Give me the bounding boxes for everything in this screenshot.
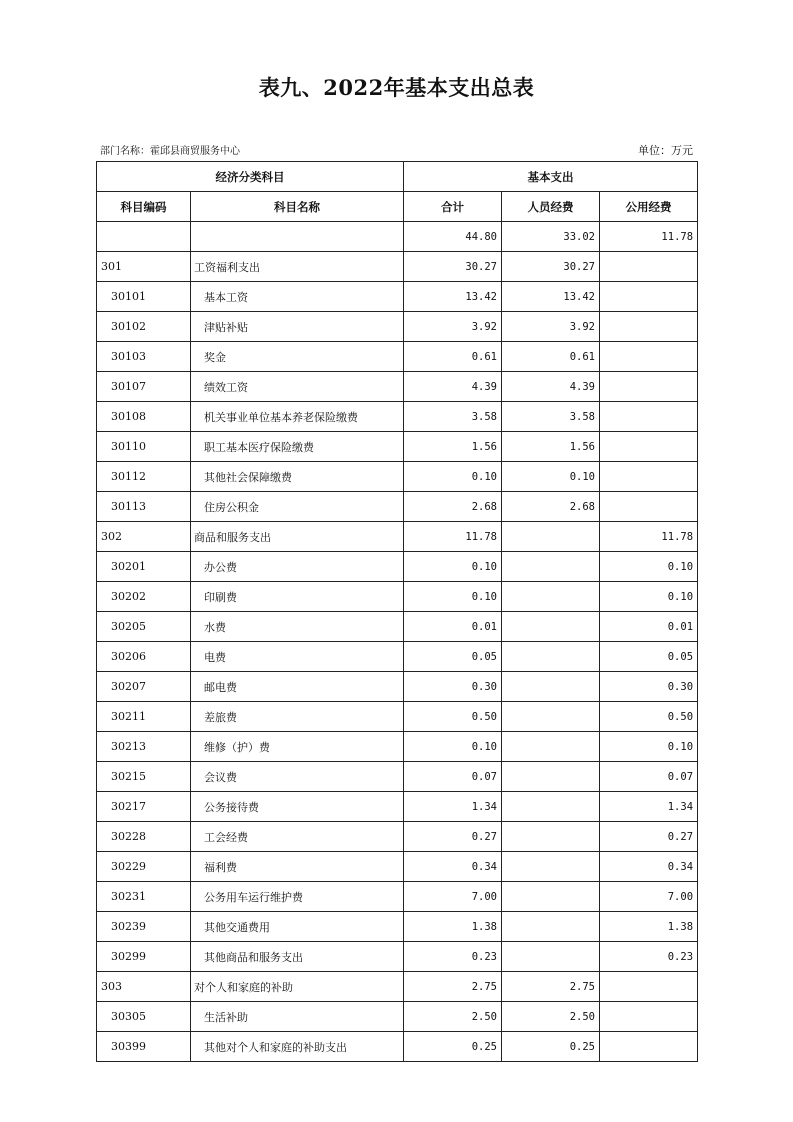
row-public-cell: 0.50 — [600, 702, 698, 732]
row-name-cell: 其他社会保障缴费 — [191, 462, 404, 492]
row-code-cell: 30102 — [97, 312, 191, 342]
row-total-cell: 0.50 — [404, 702, 502, 732]
row-personnel-cell — [502, 792, 600, 822]
row-total-cell: 0.10 — [404, 462, 502, 492]
table-row — [97, 222, 698, 252]
row-public-cell: 11.78 — [600, 222, 698, 252]
row-code-cell: 301 — [97, 252, 191, 282]
row-public-cell: 0.05 — [600, 642, 698, 672]
table-row — [97, 942, 698, 972]
row-name-cell: 办公费 — [191, 552, 404, 582]
row-personnel-cell — [502, 642, 600, 672]
row-code-cell — [97, 222, 191, 252]
row-name-cell: 商品和服务支出 — [191, 522, 404, 552]
row-name-cell: 其他对个人和家庭的补助支出 — [191, 1032, 404, 1062]
table-row — [97, 552, 698, 582]
row-personnel-cell — [502, 882, 600, 912]
row-public-cell: 0.30 — [600, 672, 698, 702]
table-row — [97, 972, 698, 1002]
table-row — [97, 522, 698, 552]
row-public-cell — [600, 342, 698, 372]
row-total-cell: 0.05 — [404, 642, 502, 672]
row-code-cell: 30231 — [97, 882, 191, 912]
header-personnel: 人员经费 — [502, 192, 600, 222]
row-name-cell: 奖金 — [191, 342, 404, 372]
header-basic-expenditure: 基本支出 — [404, 162, 698, 192]
table-row — [97, 252, 698, 282]
table-row — [97, 852, 698, 882]
row-code-cell: 30205 — [97, 612, 191, 642]
row-personnel-cell: 0.61 — [502, 342, 600, 372]
table-row — [97, 702, 698, 732]
row-public-cell: 1.38 — [600, 912, 698, 942]
table-row — [97, 792, 698, 822]
table-row — [97, 672, 698, 702]
row-name-cell: 职工基本医疗保险缴费 — [191, 432, 404, 462]
row-personnel-cell — [502, 552, 600, 582]
row-personnel-cell — [502, 522, 600, 552]
row-public-cell: 1.34 — [600, 792, 698, 822]
row-total-cell: 4.39 — [404, 372, 502, 402]
row-personnel-cell — [502, 702, 600, 732]
row-personnel-cell — [502, 612, 600, 642]
row-personnel-cell — [502, 942, 600, 972]
row-code-cell: 30201 — [97, 552, 191, 582]
row-name-cell: 其他交通费用 — [191, 912, 404, 942]
row-code-cell: 30101 — [97, 282, 191, 312]
row-name-cell: 水费 — [191, 612, 404, 642]
table-row — [97, 492, 698, 522]
row-public-cell — [600, 372, 698, 402]
table-body — [97, 222, 698, 1062]
row-code-cell: 30108 — [97, 402, 191, 432]
row-total-cell: 2.68 — [404, 492, 502, 522]
row-public-cell — [600, 402, 698, 432]
row-total-cell: 0.34 — [404, 852, 502, 882]
row-code-cell: 30229 — [97, 852, 191, 882]
row-code-cell: 30207 — [97, 672, 191, 702]
row-public-cell: 0.27 — [600, 822, 698, 852]
row-total-cell: 1.38 — [404, 912, 502, 942]
row-name-cell: 公务用车运行维护费 — [191, 882, 404, 912]
table-row — [97, 372, 698, 402]
row-public-cell — [600, 492, 698, 522]
row-total-cell: 13.42 — [404, 282, 502, 312]
table-row — [97, 282, 698, 312]
row-personnel-cell: 1.56 — [502, 432, 600, 462]
row-personnel-cell — [502, 912, 600, 942]
row-name-cell: 邮电费 — [191, 672, 404, 702]
row-public-cell — [600, 972, 698, 1002]
row-code-cell: 30206 — [97, 642, 191, 672]
row-total-cell: 2.50 — [404, 1002, 502, 1032]
row-total-cell: 3.58 — [404, 402, 502, 432]
row-code-cell: 30211 — [97, 702, 191, 732]
row-total-cell: 0.01 — [404, 612, 502, 642]
row-public-cell — [600, 1032, 698, 1062]
row-public-cell: 0.07 — [600, 762, 698, 792]
table-row — [97, 882, 698, 912]
row-code-cell: 30113 — [97, 492, 191, 522]
table-row — [97, 432, 698, 462]
row-total-cell: 0.07 — [404, 762, 502, 792]
row-total-cell: 7.00 — [404, 882, 502, 912]
header-code: 科目编码 — [97, 192, 191, 222]
row-personnel-cell: 0.25 — [502, 1032, 600, 1062]
table-row — [97, 342, 698, 372]
row-personnel-cell: 2.75 — [502, 972, 600, 1002]
row-code-cell: 30110 — [97, 432, 191, 462]
row-name-cell: 绩效工资 — [191, 372, 404, 402]
header-economic-category: 经济分类科目 — [97, 162, 404, 192]
row-name-cell: 工资福利支出 — [191, 252, 404, 282]
row-code-cell: 30202 — [97, 582, 191, 612]
row-public-cell — [600, 252, 698, 282]
row-code-cell: 30217 — [97, 792, 191, 822]
row-personnel-cell — [502, 732, 600, 762]
table-row — [97, 732, 698, 762]
row-name-cell: 机关事业单位基本养老保险缴费 — [191, 402, 404, 432]
table-row — [97, 612, 698, 642]
row-personnel-cell: 4.39 — [502, 372, 600, 402]
row-code-cell: 30103 — [97, 342, 191, 372]
row-name-cell: 公务接待费 — [191, 792, 404, 822]
row-code-cell: 30305 — [97, 1002, 191, 1032]
row-code-cell: 30213 — [97, 732, 191, 762]
table-header — [97, 162, 698, 222]
row-code-cell: 303 — [97, 972, 191, 1002]
row-code-cell: 30215 — [97, 762, 191, 792]
table-row — [97, 402, 698, 432]
row-personnel-cell — [502, 852, 600, 882]
table-row — [97, 1002, 698, 1032]
row-name-cell: 会议费 — [191, 762, 404, 792]
row-personnel-cell — [502, 822, 600, 852]
row-public-cell: 0.34 — [600, 852, 698, 882]
row-code-cell: 30107 — [97, 372, 191, 402]
header-group-row — [97, 162, 698, 192]
row-personnel-cell — [502, 762, 600, 792]
row-public-cell — [600, 1002, 698, 1032]
row-name-cell: 其他商品和服务支出 — [191, 942, 404, 972]
header-name: 科目名称 — [191, 192, 404, 222]
table-row — [97, 582, 698, 612]
department-label: 部门名称：霍邱县商贸服务中心 — [100, 146, 240, 157]
row-code-cell: 30112 — [97, 462, 191, 492]
row-name-cell: 住房公积金 — [191, 492, 404, 522]
row-name-cell: 工会经费 — [191, 822, 404, 852]
table-row — [97, 1032, 698, 1062]
row-name-cell: 生活补助 — [191, 1002, 404, 1032]
row-total-cell: 0.23 — [404, 942, 502, 972]
row-name-cell: 差旅费 — [191, 702, 404, 732]
row-name-cell: 基本工资 — [191, 282, 404, 312]
header-public: 公用经费 — [600, 192, 698, 222]
row-name-cell: 电费 — [191, 642, 404, 672]
row-name-cell: 福利费 — [191, 852, 404, 882]
row-total-cell: 1.34 — [404, 792, 502, 822]
header-total: 合计 — [404, 192, 502, 222]
row-personnel-cell: 13.42 — [502, 282, 600, 312]
row-total-cell: 30.27 — [404, 252, 502, 282]
row-personnel-cell — [502, 672, 600, 702]
row-name-cell: 对个人和家庭的补助 — [191, 972, 404, 1002]
row-public-cell: 0.23 — [600, 942, 698, 972]
table-row — [97, 912, 698, 942]
row-personnel-cell: 30.27 — [502, 252, 600, 282]
row-public-cell — [600, 312, 698, 342]
table-row — [97, 312, 698, 342]
row-personnel-cell: 2.50 — [502, 1002, 600, 1032]
row-total-cell: 1.56 — [404, 432, 502, 462]
table-row — [97, 822, 698, 852]
row-total-cell: 0.61 — [404, 342, 502, 372]
row-code-cell: 30239 — [97, 912, 191, 942]
expenditure-table — [96, 161, 698, 1062]
row-total-cell: 3.92 — [404, 312, 502, 342]
row-personnel-cell: 3.58 — [502, 402, 600, 432]
row-name-cell: 维修（护）费 — [191, 732, 404, 762]
row-total-cell: 0.27 — [404, 822, 502, 852]
row-total-cell: 11.78 — [404, 522, 502, 552]
row-public-cell — [600, 432, 698, 462]
row-public-cell: 0.10 — [600, 582, 698, 612]
row-public-cell: 0.01 — [600, 612, 698, 642]
row-code-cell: 30228 — [97, 822, 191, 852]
row-name-cell: 印刷费 — [191, 582, 404, 612]
row-total-cell: 0.10 — [404, 552, 502, 582]
row-public-cell: 0.10 — [600, 552, 698, 582]
row-code-cell: 30299 — [97, 942, 191, 972]
row-total-cell: 0.10 — [404, 732, 502, 762]
row-personnel-cell: 0.10 — [502, 462, 600, 492]
row-total-cell: 0.30 — [404, 672, 502, 702]
row-name-cell: 津贴补贴 — [191, 312, 404, 342]
row-personnel-cell: 2.68 — [502, 492, 600, 522]
table-row — [97, 642, 698, 672]
row-total-cell: 0.25 — [404, 1032, 502, 1062]
row-code-cell: 302 — [97, 522, 191, 552]
row-total-cell: 0.10 — [404, 582, 502, 612]
table-row — [97, 762, 698, 792]
header-column-row — [97, 192, 698, 222]
table-row — [97, 462, 698, 492]
row-public-cell: 7.00 — [600, 882, 698, 912]
page-title: 表九、2022年基本支出总表 — [258, 75, 535, 100]
unit-label: 单位：万元 — [638, 144, 693, 157]
row-total-cell: 2.75 — [404, 972, 502, 1002]
row-public-cell — [600, 282, 698, 312]
row-personnel-cell — [502, 582, 600, 612]
row-personnel-cell: 33.02 — [502, 222, 600, 252]
row-public-cell — [600, 462, 698, 492]
row-total-cell: 44.80 — [404, 222, 502, 252]
row-code-cell: 30399 — [97, 1032, 191, 1062]
row-name-cell — [191, 222, 404, 252]
row-public-cell: 0.10 — [600, 732, 698, 762]
row-public-cell: 11.78 — [600, 522, 698, 552]
row-personnel-cell: 3.92 — [502, 312, 600, 342]
